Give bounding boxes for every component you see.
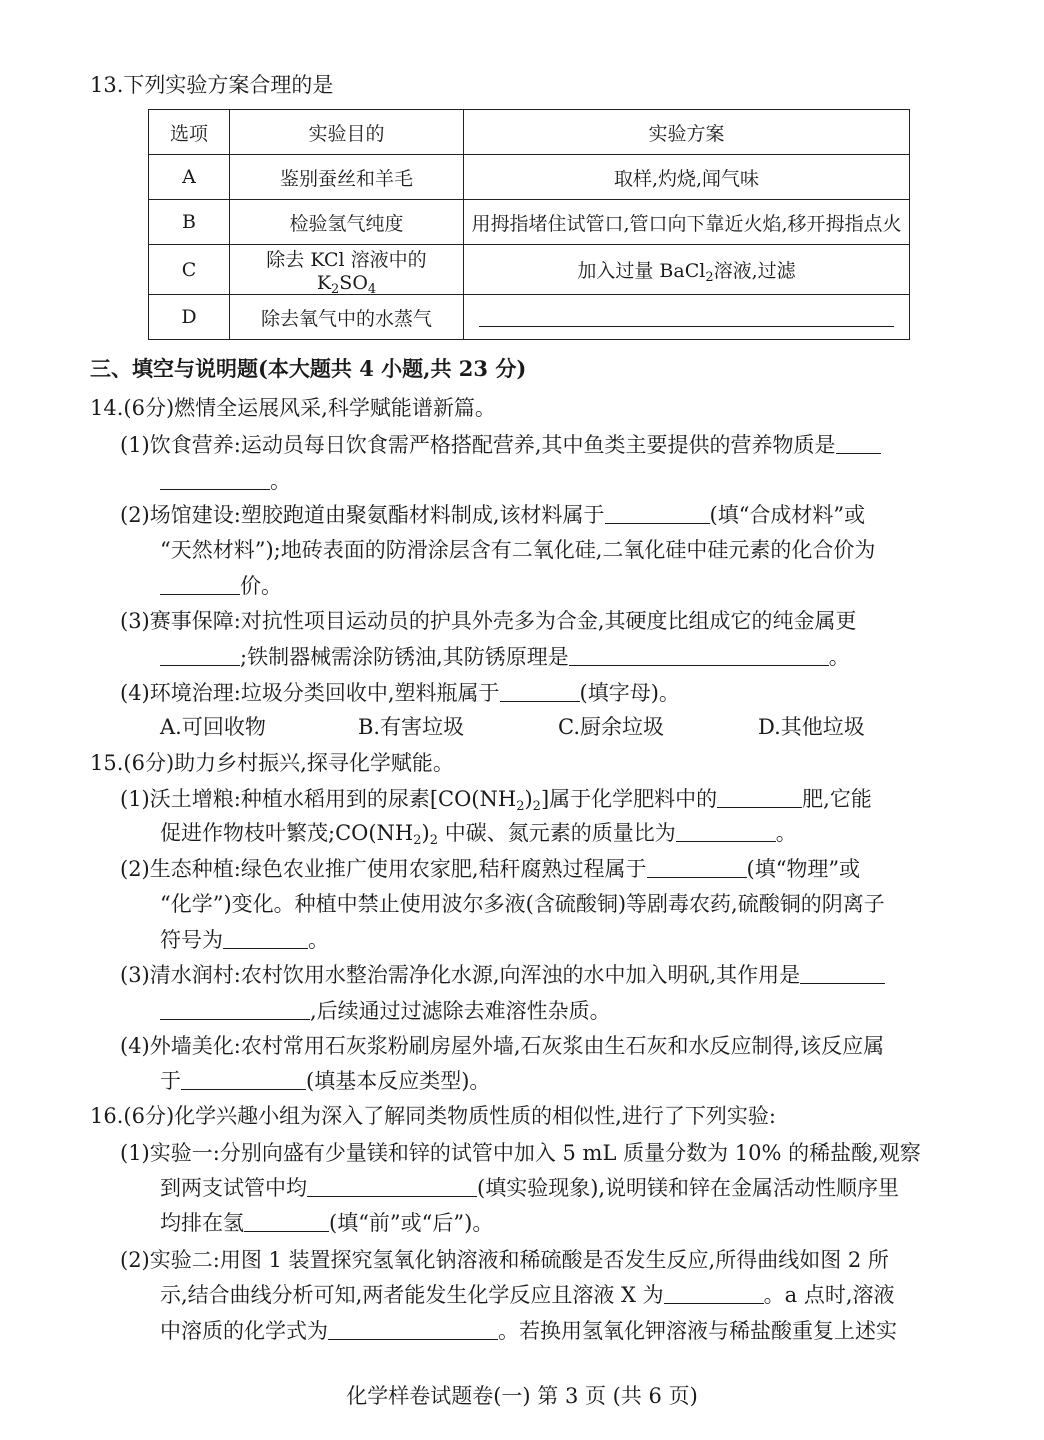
- q16-stem: 16.(6分)化学兴趣小组为深入了解同类物质性质的相似性,进行了下列实验:: [90, 1104, 776, 1128]
- q14-p2-cont: “天然材料”);地砖表面的防滑涂层含有二氧化硅,二氧化硅中硅元素的化合价为: [160, 538, 876, 562]
- header-goal: 实验目的: [230, 110, 464, 155]
- q14-option-b: B.有害垃圾: [358, 715, 465, 739]
- answer-blank[interactable]: [307, 1174, 477, 1197]
- answer-blank[interactable]: [836, 431, 881, 454]
- q15-stem: 15.(6分)助力乡村振兴,探寻化学赋能。: [90, 751, 454, 775]
- q14-p2-cont2: 价。: [160, 571, 282, 601]
- q15-p3-cont: ,后续通过过滤除去难溶性杂质。: [160, 996, 611, 1026]
- q14-p1-cont: 。: [160, 466, 291, 496]
- table-row: [149, 295, 910, 340]
- answer-blank[interactable]: [717, 785, 802, 808]
- page-footer: 化学样卷试题卷(一) 第 3 页 (共 6 页): [346, 1384, 698, 1408]
- q15-p1: (1)沃土增粮:种植水稻用到的尿素$[CO(NH_2)_2]$属于化学肥料中的 肥,它能: [120, 787, 872, 814]
- q15-p3: (3)清水润村:农村饮用水整治需净化水源,向浑浊的水中加入明矾,其作用是: [120, 960, 885, 990]
- table-row: [149, 245, 910, 295]
- q16-p1-cont: 到两支试管中均 (填实验现象),说明镁和锌在金属活动性顺序里: [160, 1176, 900, 1200]
- table-header-row: [149, 110, 910, 155]
- answer-blank[interactable]: [244, 1209, 329, 1232]
- row-option: A: [149, 155, 230, 200]
- q14-option-d: D.其他垃圾: [758, 715, 865, 739]
- row-goal: 除去 KCl 溶液中的 $K_2SO_4$: [230, 245, 464, 295]
- q16-p2: (2)实验二:用图 1 装置探究氢氧化钠溶液和稀硫酸是否发生反应,所得曲线如图 2 所: [120, 1248, 889, 1272]
- answer-blank[interactable]: [181, 1067, 306, 1090]
- q15-p1-cont: 促进作物枝叶繁茂$;CO(NH_2)_2$ 中碳、氮元素的质量比为 。: [160, 821, 797, 848]
- q15-p2-cont: “化学”)变化。种植中禁止使用波尔多液(含硫酸铜)等剧毒农药,硫酸铜的阴离子: [160, 892, 885, 916]
- answer-blank[interactable]: [676, 819, 776, 842]
- q15-p2-cont2: 符号为 。: [160, 928, 329, 952]
- header-plan: 实验方案: [464, 110, 910, 155]
- table-row: [149, 155, 910, 200]
- row-option: B: [149, 200, 230, 245]
- answer-blank[interactable]: [160, 643, 240, 666]
- answer-blank[interactable]: [647, 855, 747, 878]
- table-row: [149, 200, 910, 245]
- header-option: 选项: [149, 110, 230, 155]
- row-option: C: [149, 245, 230, 295]
- row-goal: 检验氢气纯度: [230, 200, 464, 245]
- q14-p1: (1)饮食营养:运动员每日饮食需严格搭配营养,其中鱼类主要提供的营养物质是: [120, 430, 881, 460]
- q13-stem: 13.下列实验方案合理的是: [90, 73, 334, 97]
- section-title: 三、填空与说明题(本大题共 4 小题,共 23 分): [90, 356, 527, 381]
- q14-p4: (4)环境治理:垃圾分类回收中,塑料瓶属于 (填字母)。: [120, 681, 680, 705]
- q14-p2: (2)场馆建设:塑胶跑道由聚氨酯材料制成,该材料属于 (填“合成材料”或: [120, 503, 866, 527]
- row-option: D: [149, 295, 230, 340]
- answer-blank[interactable]: [500, 679, 580, 702]
- answer-blank[interactable]: [605, 501, 710, 524]
- q15-p4-cont: 于 (填基本反应类型)。: [160, 1069, 491, 1093]
- q16-p1: (1)实验一:分别向盛有少量镁和锌的试管中加入 5 mL 质量分数为 10% 的稀盐酸,观察: [120, 1141, 921, 1165]
- row-plan: 加入过量 BaCl$_2$溶液,过滤: [464, 245, 910, 295]
- row-plan: 用拇指堵住试管口,管口向下靠近火焰,移开拇指点火: [464, 200, 910, 245]
- answer-blank[interactable]: [328, 1317, 498, 1340]
- row-plan: 取样,灼烧,闻气味: [464, 155, 910, 200]
- q14-stem: 14.(6分)燃情全运展风采,科学赋能谱新篇。: [90, 396, 496, 420]
- answer-blank[interactable]: [800, 961, 885, 984]
- answer-blank[interactable]: [223, 926, 308, 949]
- row-plan-blank: [464, 295, 910, 340]
- q16-p2-cont: 示,结合曲线分析可知,两者能发生化学反应且溶液 X 为 。a 点时,溶液: [160, 1283, 895, 1307]
- answer-blank[interactable]: [569, 643, 829, 666]
- answer-blank[interactable]: [160, 572, 240, 595]
- q14-p3: (3)赛事保障:对抗性项目运动员的护具外壳多为合金,其硬度比组成它的纯金属更: [120, 609, 857, 633]
- row-goal: 鉴别蚕丝和羊毛: [230, 155, 464, 200]
- q15-p4: (4)外墙美化:农村常用石灰浆粉刷房屋外墙,石灰浆由生石灰和水反应制得,该反应属: [120, 1034, 885, 1058]
- q13-table: [148, 109, 910, 340]
- q16-p1-cont2: 均排在氢 (填“前”或“后”)。: [160, 1211, 494, 1235]
- row-goal: 除去氧气中的水蒸气: [230, 295, 464, 340]
- answer-blank[interactable]: [664, 1281, 764, 1304]
- answer-blank[interactable]: [479, 304, 894, 327]
- q14-p3-cont: ;铁制器械需涂防锈油,其防锈原理是 。: [160, 642, 850, 672]
- q15-p2: (2)生态种植:绿色农业推广使用农家肥,秸秆腐熟过程属于 (填“物理”或: [120, 857, 861, 881]
- answer-blank[interactable]: [160, 997, 310, 1020]
- answer-blank[interactable]: [160, 467, 270, 490]
- q14-option-a: A.可回收物: [160, 715, 266, 739]
- q16-p2-cont2: 中溶质的化学式为 。若换用氢氧化钾溶液与稀盐酸重复上述实: [160, 1319, 897, 1343]
- q14-option-c: C.厨余垃圾: [558, 715, 664, 739]
